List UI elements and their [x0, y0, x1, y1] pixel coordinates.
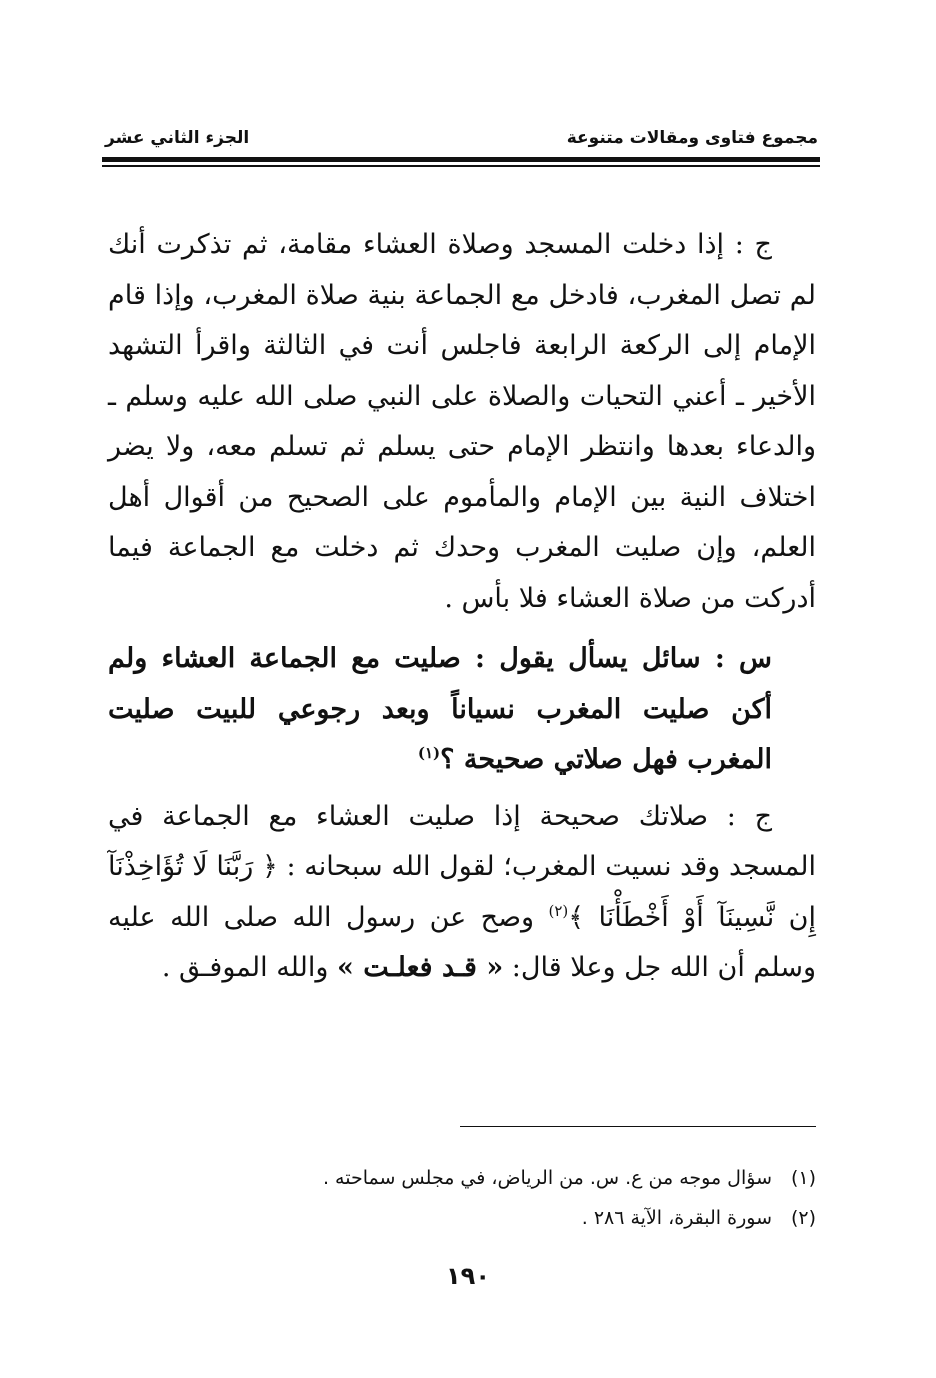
answer-2-part-1: ج : صلاتك صحيحة إذا صليت العشاء مع الجماعة في المسجد وقد نسيت المغرب؛ لقول الله سبحانه : [108, 800, 816, 882]
footnote-ref-1: (١) [417, 744, 441, 762]
footnote-text: سورة البقرة، الآية ٢٨٦ . [581, 1207, 772, 1229]
footnotes [108, 1158, 816, 1238]
running-header [105, 128, 818, 154]
volume-label: الجزء الثاني عشر [105, 128, 250, 148]
question-text: س : سائل يسأل يقول : صليت مع الجماعة العشاء ولم أكن صليت المغرب نسياناً وبعد رجوعي للبيت صليت المغرب فهل صلاتي صحيحة ؟ [108, 643, 772, 775]
answer-2-part-2: وصح عن رسول الله صلى الله عليه وسلم أن الله جل وعلا قال: [108, 901, 816, 983]
footnote-separator [460, 1126, 816, 1127]
footnote-item [108, 1158, 816, 1198]
footnote-item [108, 1198, 816, 1238]
footnote-text: سؤال موجه من ع. س. من الرياض، في مجلس سماحته . [322, 1167, 772, 1189]
answer-1-text: ج : إذا دخلت المسجد وصلاة العشاء مقامة، ثم تذكرت أنك لم تصل المغرب، فادخل مع الجماعة بنية صلاة المغرب، وإذا قام الإمام إلى الركعة الرابعة فاجلس أنت في الثالثة واقرأ التشهد الأخير ـ أعني التحيات والصلاة على النبي صلى الله عليه وسلم ـ والدعاء بعدها وانتظر الإمام حتى يسلم ثم تسلم معه، ولا يضر اختلاف النية بين الإمام والمأموم على الصحيح من أقوال أهل العلم، وإن صليت المغرب وحدك ثم دخلت مع الجماعة فيما أدركت من صلاة العشاء فلا بأس . [108, 229, 816, 614]
footnote-ref-2: (٢) [548, 901, 569, 920]
answer-2-part-3: والله الموفـق . [161, 952, 337, 983]
question-paragraph [108, 634, 772, 786]
footnote-number: (١) [790, 1167, 816, 1189]
header-rule-thin [102, 165, 820, 167]
answer-paragraph-2 [108, 792, 816, 994]
quran-verse: ﴿ رَبَّنَا لَا تُؤَاخِذْنَآ إِن نَّسِينَآ أَوْ أَخْطَأْنَا ﴾ [108, 851, 817, 933]
header-rule-thick [102, 157, 820, 162]
page-number: ١٩٠ [446, 1262, 490, 1290]
answer-paragraph-1 [108, 220, 816, 624]
hadith-quote: « قـد فعلـت » [336, 952, 504, 983]
footnote-number: (٢) [790, 1207, 816, 1229]
book-title: مجموع فتاوى ومقالات متنوعة [566, 128, 818, 148]
main-text [108, 220, 816, 994]
